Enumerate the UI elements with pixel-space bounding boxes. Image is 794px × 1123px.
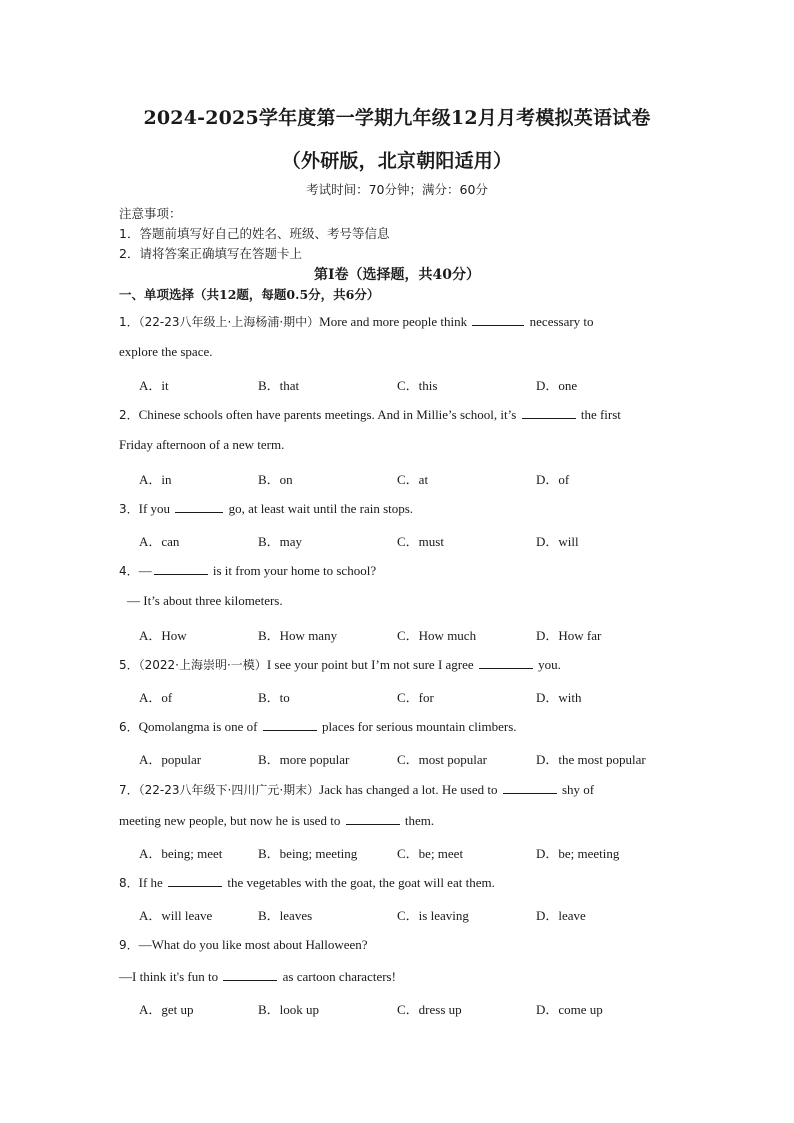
question-text: — bbox=[138, 563, 152, 578]
question-number: 7． bbox=[119, 783, 139, 797]
option-a[interactable]: A．will leave bbox=[139, 908, 213, 923]
option-d[interactable]: D．with bbox=[536, 690, 582, 705]
exam-title: 2024-2025学年度第一学期九年级12月月考模拟英语试卷 bbox=[143, 107, 651, 129]
question-text: you. bbox=[538, 657, 561, 672]
option-d[interactable]: D．will bbox=[536, 534, 579, 549]
question-text: If he bbox=[138, 875, 163, 890]
question-text: —What do you like most about Halloween? bbox=[138, 937, 368, 952]
option-d[interactable]: D．come up bbox=[536, 1002, 603, 1017]
option-d[interactable]: D．How far bbox=[536, 628, 602, 643]
question-8 bbox=[119, 874, 495, 891]
option-c[interactable]: C．most popular bbox=[397, 752, 487, 767]
option-a[interactable]: A．get up bbox=[139, 1002, 194, 1017]
option-a[interactable]: A．How bbox=[139, 628, 187, 643]
question-text: necessary to bbox=[529, 314, 594, 329]
question-number: 4． bbox=[119, 564, 139, 578]
answer-blank[interactable] bbox=[175, 500, 223, 513]
question-text: —I think it's fun to bbox=[119, 969, 219, 984]
question-text: go, at least wait until the rain stops. bbox=[228, 501, 414, 516]
question-text: shy of bbox=[561, 782, 595, 797]
option-b[interactable]: B．being; meeting bbox=[258, 846, 358, 861]
option-b[interactable]: B．that bbox=[258, 378, 300, 393]
answer-blank[interactable] bbox=[346, 812, 400, 825]
question-7 bbox=[119, 781, 594, 798]
question-3 bbox=[119, 500, 413, 517]
option-b[interactable]: B．to bbox=[258, 690, 290, 705]
option-c[interactable]: C．How much bbox=[397, 628, 477, 643]
question-number: 5． bbox=[119, 658, 139, 672]
option-d[interactable]: D．leave bbox=[536, 908, 586, 923]
question-text: More and more people think bbox=[319, 314, 468, 329]
question-9 bbox=[119, 936, 368, 953]
answer-blank[interactable] bbox=[479, 656, 533, 669]
question-source: （22-23八年级下·四川广元·期末） bbox=[138, 783, 320, 797]
question-5 bbox=[119, 656, 561, 673]
question-text: as cartoon characters! bbox=[282, 969, 396, 984]
section-title: 第I卷（选择题，共40分） bbox=[313, 267, 481, 283]
option-c[interactable]: C．be; meet bbox=[397, 846, 464, 861]
question-number: 1． bbox=[119, 315, 139, 329]
option-a[interactable]: A．being; meet bbox=[139, 846, 223, 861]
option-b[interactable]: B．on bbox=[258, 472, 293, 487]
option-c[interactable]: C．this bbox=[397, 378, 438, 393]
option-d[interactable]: D．of bbox=[536, 472, 570, 487]
note-item: 2．请将答案正确填写在答题卡上 bbox=[119, 246, 302, 261]
question-text-line: — It’s about three kilometers. bbox=[127, 593, 283, 608]
question-text: I see your point but I’m not sure I agree bbox=[266, 657, 474, 672]
answer-blank[interactable] bbox=[522, 406, 576, 419]
question-number: 3． bbox=[119, 502, 139, 516]
question-number: 2． bbox=[119, 408, 139, 422]
question-text: If you bbox=[138, 501, 171, 516]
option-d[interactable]: D．the most popular bbox=[536, 752, 646, 767]
option-a[interactable]: A．popular bbox=[139, 752, 202, 767]
question-text: them. bbox=[404, 813, 435, 828]
question-6 bbox=[119, 718, 517, 735]
question-number: 6． bbox=[119, 720, 139, 734]
question-text-line: explore the space. bbox=[119, 344, 213, 359]
option-b[interactable]: B．leaves bbox=[258, 908, 313, 923]
part-title: 一、单项选择（共12题，每题0.5分，共6分） bbox=[119, 287, 380, 302]
question-text: the vegetables with the goat, the goat will eat them. bbox=[227, 875, 495, 890]
question-text-line: Friday afternoon of a new term. bbox=[119, 437, 285, 452]
question-7-line2 bbox=[119, 812, 434, 829]
option-b[interactable]: B．more popular bbox=[258, 752, 350, 767]
exam-subtitle-edition: （外研版，北京朝阳适用） bbox=[281, 150, 513, 172]
option-a[interactable]: A．of bbox=[139, 690, 173, 705]
option-b[interactable]: B．How many bbox=[258, 628, 338, 643]
option-a[interactable]: A．it bbox=[139, 378, 169, 393]
question-text: Qomolangma is one of bbox=[138, 719, 258, 734]
question-text: Chinese schools often have parents meetings. And in Millie’s school, it’s bbox=[138, 407, 517, 422]
question-text: places for serious mountain climbers. bbox=[321, 719, 517, 734]
question-2 bbox=[119, 406, 621, 423]
option-b[interactable]: B．look up bbox=[258, 1002, 320, 1017]
option-d[interactable]: D．be; meeting bbox=[536, 846, 620, 861]
answer-blank[interactable] bbox=[472, 313, 524, 326]
option-c[interactable]: C．is leaving bbox=[397, 908, 469, 923]
question-text: Jack has changed a lot. He used to bbox=[319, 782, 498, 797]
question-4 bbox=[119, 562, 376, 579]
note-item: 1．答题前填写好自己的姓名、班级、考号等信息 bbox=[119, 226, 390, 241]
answer-blank[interactable] bbox=[223, 968, 277, 981]
option-c[interactable]: C．must bbox=[397, 534, 444, 549]
question-text: meeting new people, but now he is used to bbox=[119, 813, 341, 828]
exam-info: 考试时间：70分钟；满分：60分 bbox=[306, 182, 488, 197]
answer-blank[interactable] bbox=[168, 874, 222, 887]
question-source: （22-23八年级上·上海杨浦·期中） bbox=[138, 315, 320, 329]
question-number: 9． bbox=[119, 938, 139, 952]
option-c[interactable]: C．at bbox=[397, 472, 429, 487]
notes-heading: 注意事项： bbox=[119, 206, 182, 221]
answer-blank[interactable] bbox=[503, 781, 557, 794]
option-b[interactable]: B．may bbox=[258, 534, 303, 549]
question-number: 8． bbox=[119, 876, 139, 890]
question-text: the first bbox=[580, 407, 621, 422]
answer-blank[interactable] bbox=[263, 718, 317, 731]
question-text: is it from your home to school? bbox=[212, 563, 377, 578]
option-a[interactable]: A．can bbox=[139, 534, 180, 549]
answer-blank[interactable] bbox=[154, 562, 208, 575]
question-source: （2022·上海崇明·一模） bbox=[138, 658, 267, 672]
question-1 bbox=[119, 313, 594, 330]
option-a[interactable]: A．in bbox=[139, 472, 172, 487]
option-c[interactable]: C．for bbox=[397, 690, 434, 705]
option-c[interactable]: C．dress up bbox=[397, 1002, 462, 1017]
option-d[interactable]: D．one bbox=[536, 378, 578, 393]
question-9-line2 bbox=[119, 968, 396, 985]
